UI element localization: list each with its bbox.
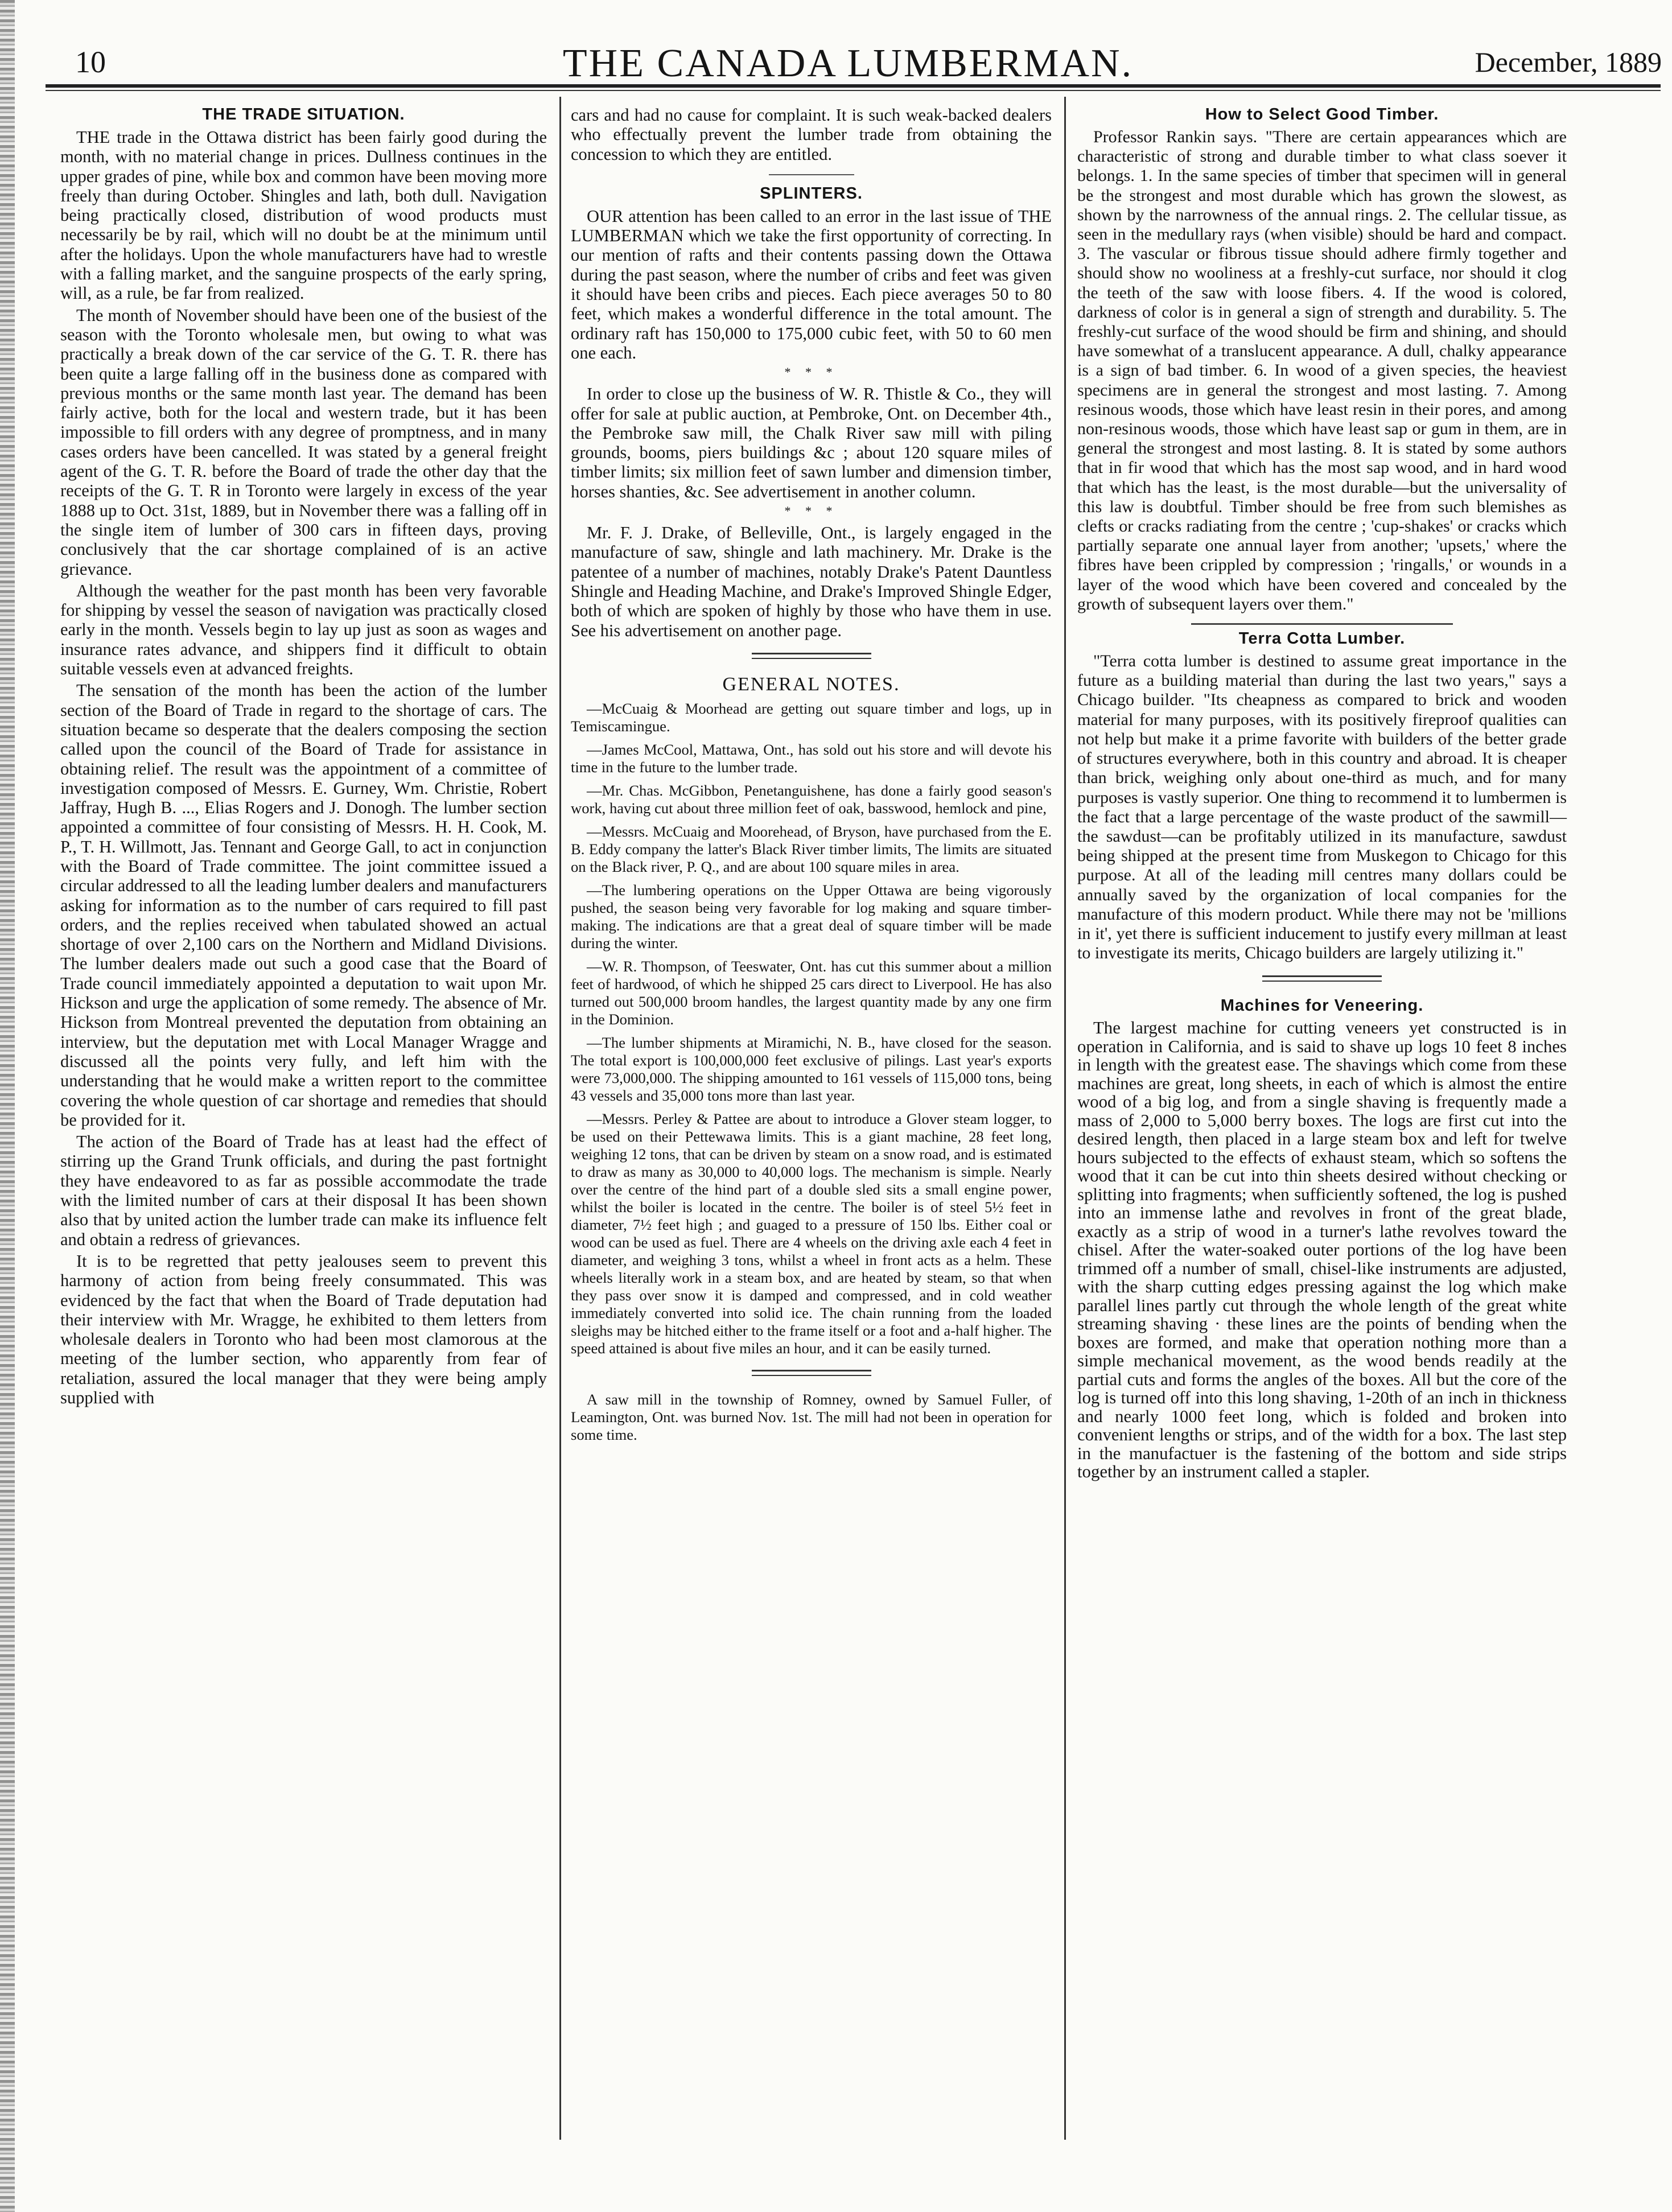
column-divider-1 [559,97,561,2140]
article-heading: THE TRADE SITUATION. [202,105,405,123]
continued-paragraph: cars and had no cause for complaint. It is such weak-backed dealers who effectually prevent the lumber trade from obtaining the concession to which they are entitled. [571,105,1052,164]
section-heading-general-notes: GENERAL NOTES. [722,673,900,695]
note-item: —McCuaig & Moorhead are getting out square timber and logs, up in Temiscamingue. [571,699,1052,735]
paragraph: "Terra cotta lumber is destined to assume great importance in the future as a building material than during the last two years," says a Chicago builder. "Its cheapness as compared to brick and wooden material for many purposes, with its positively fireproof qualities can not help but make it a prime favorite with builders of the better grade of structures everywhere, both in this country and abroad. It is cheaper than brick, weighing only about one-third as much, and for many purposes is vastly superior. One thing to recommend it to lumbermen is the fact that a large percentage of the waste product of the sawmill—the sawdust—can be profitably utilized in its manufacture, sawdust being shipped at the present time from Muskegon to Chicago for this purpose. At all of the leading mill centres many dollars could be annually saved by the organization of local companies for the manufacture of this modern product. While there may not be 'millions in it', yet there is sufficient inducement to justify every millman at least to investigate its merits, Chicago builders are largely utilizing it." [1077,652,1567,963]
paragraph: The largest machine for cutting veneers yet constructed is in operation in California, and is said to shave up logs 10 feet 8 inches in length with the greatest ease. The shavings which come from these machines are great, long sheets, in each of which is almost the entire wood of a big log, and from a single shaving is frequently made a mass of 2,000 to 5,000 berry boxes. The logs are first cut into the desired length, then placed in a large steam box and left for twelve hours subjected to the effects of exhaust steam, which so softens the wood that it can be cut into thin sheets desired without checking or splitting into fragments; when sufficiently softened, the log is pushed into an immense lathe and revolves in front of the great blade, exactly as a strip of wood in a turner's lathe revolves toward the chisel. After the water-soaked outer portions of the log have been trimmed off a number of small, chisel-like instruments are adjusted, with the sharp cutting edges pressing against the log which make parallel lines partly cut through the whole length of the great white streaming shaving · these lines are the points of bending when the boxes are formed, and make that operation nothing more than a simple mechanical movement, as the wood bends readily at the partial cuts and forms the angles of the boxes. All but the core of the log is turned off into this long shaving, 1-20th of an inch in thickness and nearly 1000 feet long, which is folded and broken into convenient lengths or strips, and of the width for a box. The last step in the manufactuer is the fastening of the bottom and side strips together by an instrument called a stapler. [1077,1018,1567,1482]
general-notes [571,700,1052,1444]
paragraph: Although the weather for the past month has been very favorable for shipping by vessel the season of navigation was practically closed early in the month. Vessels begin to lay up just as soon as wages and insurance rates advance, and shippers find it difficult to obtain suitable vessels even at advanced freights. [60,580,547,679]
note-item: —Messrs. Perley & Pattee are about to introduce a Glover steam logger, to be used on their Pettewawa limits. This is a giant machine, 28 feet long, weighing 12 tons, that can be driven by steam on a snow road, and is estimated to draw as many as 30,000 to 40,000 logs. The mechanism is simple. Nearly over the centre of the hind part of a double sled sits a small engine power, whilst the boiler is located in the centre. The boiler is of steel 5½ feet in diameter, 7½ feet high ; and guaged to a pressure of 150 lbs. Either coal or wood can be used as fuel. There are 4 wheels on the driving axle each 4 feet in diameter, and weighing 3 tons, whilst a wheel in front acts as a helm. These wheels literally work in a steam box, and are heated by steam, so that when they pass over snow it is damped and compressed, and in cold weather immediately converted into solid ice. The chain running from the loaded sleighs may be hitched either to the frame itself or a foot and a-half higher. The speed attained is about five miles an hour, and it can be easily turned. [571,1110,1052,1357]
column-splinters-notes [571,105,1052,1449]
paragraph: The month of November should have been one of the busiest of the season with the Toronto wholesale men, but owing to what was practically a break down of the car service of the G. T. R. there has been quite a large falling off in the business done as compared with previous months or the same month last year. The demand has been fairly active, both for the local and western trade, but it has been impossible to fill orders with any degree of promptness, and in many cases orders have been cancelled. It was stated by a general freight agent of the G. T. R. before the Board of trade the other day that the receipts of the G. T. R in Toronto were largely in excess of the year 1888 up to Oct. 31st, 1889, but in November there was a falling off in the single item of lumber of 300 cars in fifteen days, proving conclusively that the car shortage complained of is an active grievance. [60,305,547,579]
header-rule [46,84,1661,88]
column-divider-2 [1064,97,1066,2140]
paragraph: It is to be regretted that petty jealouses seem to prevent this harmony of action from being freely consummated. This was evidenced by the fact that when the Board of Trade deputation had their interview with Mr. Wragge, he exhibited to them letters from wholesale dealers in Toronto who had been most clamorous at the meeting of the lumber section, who apparently from fear of retaliation, assured the local manager that they were being amply supplied with [60,1251,547,1407]
running-head [34,41,1662,85]
asterism: * * * [784,365,838,380]
paragraph: THE trade in the Ottawa district has been fairly good during the month, with no material change in prices. Dullness continues in the upper grades of pine, while box and common have been moving more freely than during October. Shingles and lath, both dull. Navigation being practically closed, distribution of wood products must necessarily be by rail, which will no doubt be at the minimum until after the holidays. Upon the whole manufacturers have had to wrestle with a falling market, and the sanguine prospects of the early spring, will, as a rule, be far from realized. [60,127,547,303]
newspaper-title: THE CANADA LUMBERMAN. [562,42,1134,85]
section-rule [752,653,871,659]
section-rule [1191,623,1453,625]
veneering-article [1077,1019,1567,1481]
article-heading-veneering: Machines for Veneering. [1220,996,1424,1015]
column-timber-veneering [1077,105,1567,1481]
note-item: —Mr. Chas. McGibbon, Penetanguishene, has done a fairly good season's work, having cut about three million feet of oak, basswood, hemlock and pine, [571,781,1052,817]
column-trade-situation [60,105,547,1410]
note-item: —The lumbering operations on the Upper Ottawa are being vigorously pushed, the season being very favorable for log making and square timber-making. The indications are that a great deal of square timber will be made during the winter. [571,881,1052,951]
note-item: A saw mill in the township of Romney, owned by Samuel Fuller, of Leamington, Ont. was burned Nov. 1st. The mill had not been in operation for some time. [571,1390,1052,1443]
splinter-item: OUR attention has been called to an error in the last issue of THE LUMBERMAN which we take the first opportunity of correcting. In our mention of rafts and their contents passing down the Ottawa during the past season, where the number of cribs and feet was given it should have been cribs and pieces. Each piece averages 50 to 80 feet, which makes a wonderful difference in the total amount. The ordinary raft has 150,000 to 175,000 cubic feet, with 50 to 60 men one each. [571,206,1052,363]
header-rule-thin [46,90,1661,91]
note-item: —The lumber shipments at Miramichi, N. B., have closed for the season. The total export is 100,000,000 feet exclusive of pilings. Last year's exports were 73,000,000. The shipping amounted to 161 vessels of 115,000 tons, being 43 vessels and 35,000 tons more than last year. [571,1033,1052,1104]
section-rule [752,1370,871,1376]
page-number: 10 [75,45,106,79]
asterism: * * * [784,504,838,518]
note-item: —James McCool, Mattawa, Ont., has sold out his store and will devote his time in the future to the lumber trade. [571,740,1052,776]
section-rule [769,174,854,175]
splinter-item: In order to close up the business of W. R. Thistle & Co., they will offer for sale at public auction, at Pembroke, Ont. on December 4th., the Pembroke saw mill, the Chalk River saw mill with piling grounds, booms, piers buildings &c ; about 120 square miles of timber limits; six million feet of sawn lumber and dimension timber, horses shanties, &c. See advertisement in another column. [571,384,1052,501]
article-heading-terra-cotta: Terra Cotta Lumber. [1238,629,1406,648]
splinter-item: Mr. F. J. Drake, of Belleville, Ont., is largely engaged in the manufacture of saw, shingle and lath machinery. Mr. Drake is the patentee of a number of machines, notably Drake's Patent Dauntless Shingle and Heading Machine, and Drake's Improved Shingle Edger, both of which are spoken of highly by those who have them in use. See his advertisement on another page. [571,523,1052,640]
section-rule [1262,975,1382,982]
paragraph: The sensation of the month has been the action of the lumber section of the Board of Trade in regard to the shortage of cars. The situation became so desperate that the dealers composing the section called upon the council of the Board of Trade for assistance in obtaining relief. The result was the appointment of a committee of investigation composed of Messrs. E. Gurney, Wm. Christie, Robert Jaffray, Hugh B. ..., Elias Rogers and J. Donogh. The lumber section appointed a committee of four consisting of Messrs. H. H. Cook, M. P., T. H. Willmott, Jas. Tennant and George Gall, to act in conjunction with the Board of Trade committee. The joint committee issued a circular addressed to all the leading lumber dealers and manufacturers asking for information as to the number of cars required to fill past orders, and the replies received when tabulated showed an actual shortage of over 2,100 cars on the Northern and Midland Divisions. The lumber dealers made out such a good case that the Board of Trade council immediately appointed a deputation to wait upon Mr. Hickson and urge the application of some remedy. The absence of Mr. Hickson from Montreal prevented the deputation from obtaining an interview, but the deputation met with Local Manager Wragge and discussed all the points very fully, and left him with the understanding that he would make a written report to the committee covering the whole question of car shortage and remedies that should be provided for it. [60,681,547,1130]
paragraph: The action of the Board of Trade has at least had the effect of stirring up the Grand Trunk officials, and during the past fortnight they have endeavored to as far as possible accommodate the trade with the limited number of cars at their disposal It has been shown also that by united action the lumber trade can make its influence felt and obtain a redress of grievances. [60,1132,547,1249]
article-heading-timber: How to Select Good Timber. [1205,105,1439,123]
scan-edge [0,0,15,2212]
note-item: —Messrs. McCuaig and Moorehead, of Bryson, have purchased from the E. B. Eddy company the latter's Black River timber limits, The limits are situated on the Black river, P. Q., and are about 100 square miles in area. [571,822,1052,875]
paragraph: Professor Rankin says. "There are certain appearances which are characteristic of strong and durable timber to what class soever it belongs. 1. In the same species of timber that specimen will in general be the strongest and most durable which has grown the slowest, as shown by the narrowness of the annual rings. 2. The cellular tissue, as seen in the medullary rays (when visible) should be hard and compact. 3. The vascular or fibrous tissue should adhere firmly together and should show no wooliness at a freshly-cut surface, nor should it clog the teeth of the saw with loose fibers. 4. If the wood is colored, darkness of color is in general a sign of strength and durability. 5. The freshly-cut surface of the wood should be firm and shining, and should have somewhat of a translucent appearance. A dull, chalky appearance is a sign of bad timber. 6. In wood of a given species, the heaviest specimens are in general the strongest and most lasting. 7. Among resinous woods, those which have least resin in their pores, and among non-resinous woods, those which have least sap or gum in them, are in general the strongest and most lasting. 8. It is stated by some authors that in fir wood that which has the most sap wood, and in hard wood that which has the least, is the most durable—but the universality of this law is doubtful. Timber should be free from such blemishes as clefts or cracks radiating from the centre ; 'cup-shakes' or cracks which partially separate one annual layer from another; 'upsets,' where the fibres have been crippled by compression ; 'ringalls,' or wounds in a layer of the wood which have been covered and concealed by the growth of subsequent layers over them." [1077,127,1567,613]
section-heading-splinters: SPLINTERS. [760,184,863,203]
issue-date: December, 1889 [1475,46,1662,78]
note-item: —W. R. Thompson, of Teeswater, Ont. has cut this summer about a million feet of hardwood, of which he shipped 25 cars direct to Liverpool. He has also turned out 500,000 broom handles, the largest quantity made by any one firm in the Dominion. [571,957,1052,1028]
